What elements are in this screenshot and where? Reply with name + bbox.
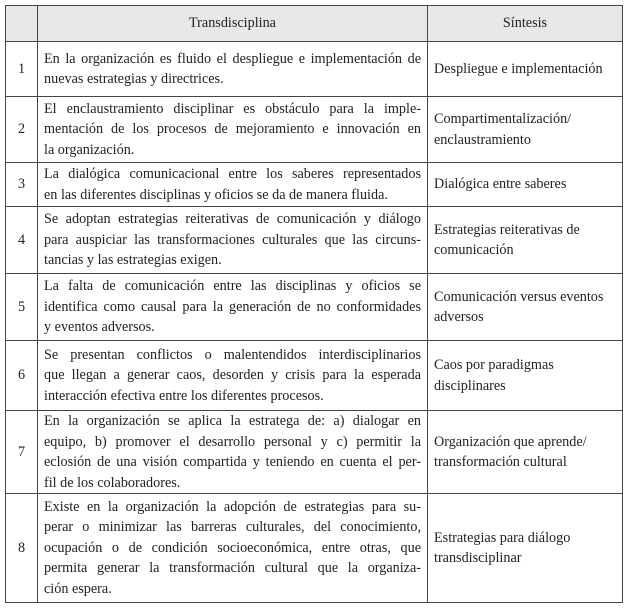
cell-text-line: permita generar la transformación cultural que la organiza- [44,560,421,577]
cell-text-line: En la organización se aplica la estratega de: a) dialogar en [44,413,421,429]
synthesis-text-line: disciplinares [434,377,506,394]
header-transdisciplina: Transdisciplina [38,6,428,42]
transdisciplina-cell [38,274,428,341]
table-row [6,97,623,163]
sintesis-cell [428,494,623,603]
cell-text-line: interacción efectiva entre los diferentes procesos. [44,387,324,404]
table-row [6,207,623,274]
row-number: 6 [6,341,38,411]
synthesis-text-line: Estrategias reiterativas de [434,221,580,238]
sintesis-cell [428,163,623,207]
table-row [6,411,623,494]
table-row [6,42,623,97]
transdisciplina-cell [38,207,428,274]
synthesis-text-line: Caos por paradigmas [434,357,554,373]
cell-text-line: El enclaustramiento disciplinar es obstáculo para la imple- [44,100,421,117]
cell-text-line: en las diferentes disciplinas y oficios se da de manera fluida. [44,186,388,203]
cell-text-line: equipo, b) promover el desarrollo personal y c) permitir la [44,433,421,450]
cell-text-line: En la organización es fluido el despliegue e implementación de [44,50,421,67]
cell-text-line: perar o minimizar las barreras culturales, del conocimiento, [44,519,421,536]
transdisciplina-cell [38,97,428,163]
synthesis-text-line: Comunicación versus eventos [434,288,604,305]
synthesis-text-line: Dialógica entre saberes [434,176,567,193]
row-number: 2 [6,97,38,163]
cell-text-line: ción espera. [44,580,112,597]
transdisciplina-cell [38,411,428,494]
cell-text-line: Se presentan conflictos o malentendidos interdisciplinarios [44,346,421,363]
header-number [6,6,38,42]
cell-text-line: para auspiciar las transformaciones culturales que las circuns- [44,231,421,248]
cell-text-line: La falta de comunicación entre las disciplinas y oficios se [44,278,421,295]
cell-text-line: tancias y las estrategias exigen. [44,252,222,269]
transdisciplina-cell [38,494,428,603]
synthesis-text-line: adversos [434,309,484,325]
cell-text-line: eclosión de una visión compartida y teniendo en cuenta el per- [44,454,421,470]
table-row [6,494,623,603]
cell-text-line: Existe en la organización la adopción de estrategias para su- [44,498,421,515]
sintesis-cell [428,341,623,411]
header-sintesis: Síntesis [428,6,623,42]
transdisciplina-cell [38,163,428,207]
table-row [6,341,623,411]
synthesis-text-line: Despliegue e implementación [434,60,603,77]
cell-text-line: la organización. [44,141,135,158]
cell-text-line: nuevas estrategias y directrices. [44,71,224,87]
row-number: 7 [6,411,38,494]
transdisciplina-cell [38,341,428,411]
transdisciplina-cell [38,42,428,97]
table-row [6,163,623,207]
synthesis-text-line: enclaustramiento [434,131,531,148]
synthesis-text-line: transformación cultural [434,454,567,470]
synthesis-text-line: Organización que aprende/ [434,433,587,450]
cell-text-line: Se adoptan estrategias reiterativas de comunicación y diálogo [44,211,421,228]
row-number: 4 [6,207,38,274]
sintesis-cell [428,97,623,163]
cell-text-line: que llegan a generar caos, desorden y crisis para la esperada [44,367,421,384]
cell-text-line: mentación de los procesos de mejoramiento e innovación en [44,121,421,138]
row-number: 5 [6,274,38,341]
sintesis-cell [428,411,623,494]
cell-text-line: y eventos adversos. [44,319,155,336]
table-row [6,274,623,341]
row-number: 1 [6,42,38,97]
row-number: 3 [6,163,38,207]
transdisciplina-table [5,5,623,603]
synthesis-text-line: Estrategias para diálogo [434,529,571,546]
cell-text-line: ocupación o de condición socioeconómica, entre otras, que [44,539,421,556]
cell-text-line: La dialógica comunicacional entre los saberes representados [44,166,421,182]
synthesis-text-line: comunicación [434,242,514,258]
cell-text-line: fil de los colaboradores. [44,474,181,491]
sintesis-cell [428,207,623,274]
synthesis-text-line: Compartimentalización/ [434,111,572,127]
cell-text-line: identifica como causal para la generación de no conformidades [44,298,421,315]
synthesis-text-line: transdisciplinar [434,550,522,566]
sintesis-cell [428,42,623,97]
row-number: 8 [6,494,38,603]
sintesis-cell [428,274,623,341]
header-row [6,6,623,42]
